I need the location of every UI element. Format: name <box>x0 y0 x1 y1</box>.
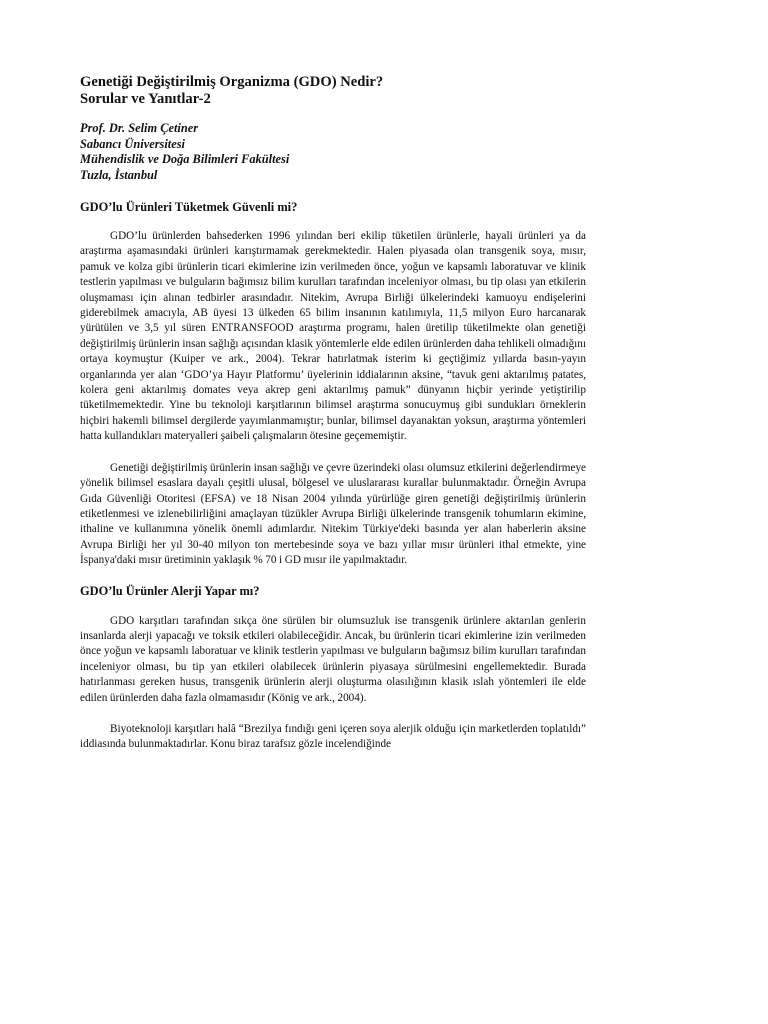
title-line-1: Genetiği Değiştirilmiş Organizma (GDO) Nedir? <box>80 74 384 90</box>
document-title <box>80 74 586 108</box>
paragraph-safety-1: GDO’lu ürünlerden bahsederken 1996 yılından beri ekilip tüketilen ürünlerle, hayali ürünleri ya da araştırma aşamasındaki ürünleri karıştırmamak gerekmektedir. Halen piyasada olan transgenik soya, mısır, pamuk ve kolza gibi ürünlerin ticari ekimlerine izin verilmeden önce, yoğun ve kapsamlı laboratuvar ve klinik testlerin yapılması ve bulguların bağımsız bilim kurulları tarafından inceleniyor olması, bu tip olası yan etkilerin oluşmaması için alınan tedbirler arasındadır. Nitekim, Avrupa Birliği ülkelerindeki kamuoyu endişelerini giderebilmek amacıyla, AB üyesi 13 ülkeden 65 bilim insanının katılımıyla, 11,5 milyon Euro harcanarak yürütülen ve 3,5 yıl süren ENTRANSFOOD araştırma programı, halen üretilip tüketilmekte olan genetiği değiştirilmiş ürünlerin insan sağlığı açısından klasik yöntemlerle elde edilen ürünlerden daha tehlikeli olmadığını ortaya koymuştur (Kuiper ve ark., 2004). Tekrar hatırlatmak isterim ki geçtiğimiz yıllarda basın-yayın organlarında yer alan ‘GDO’ya Hayır Platformu’ üyelerinin iddialarının aksine, “tavuk geni aktarılmış patates, kolera geni aktarılmış domates veya akrep geni aktarılmış pamuk” dünyanın hiçbir yerinde yetiştirilip tüketilmemektedir. Yine bu teknoloji karşıtlarının bilimsel araştırma sonucuymuş gibi sundukları örneklerin hiçbiri hakemli bilimsel dergilerde yayımlanmamıştır; bunlar, bilimsel dayanaktan yoksun, araştırma yöntemleri hatta kullandıkları materyalleri şaibeli çalışmaların ötesine geçememiştir. <box>80 230 586 443</box>
document-page <box>80 74 586 753</box>
author-location: Tuzla, İstanbul <box>80 167 158 182</box>
section-heading-allergy: GDO’lu Ürünler Alerji Yapar mı? <box>80 583 260 598</box>
paragraph-allergy-1: GDO karşıtları tarafından sıkça öne sürülen bir olumsuzluk ise transgenik ürünlere aktarılan genlerin insanlarda alerji yapacağı ve toksik etkileri olabileceğidir. Ancak, bu ürünlerin ticari ekimlerine izin verilmeden önce yoğun ve kapsamlı laboratuar ve klinik testlerin yapılması ve bulguların bağımsız bilim kurulları tarafından inceleniyor olması, bu tip yan etkileri olabilecek ürünlerin piyasaya sürülmesini engellemektedir. Burada hatırlanması gereken husus, transgenik ürünlerin alerji oluşturma olasılığının klasik ıslah yöntemleri ile elde edilen ürünlerden daha fazla olmamasıdır (König ve ark., 2004). <box>80 614 586 704</box>
section-heading-safety: GDO’lu Ürünleri Tüketmek Güvenli mi? <box>80 200 298 214</box>
author-name: Prof. Dr. Selim Çetiner <box>80 121 199 135</box>
paragraph-safety-2: Genetiği değiştirilmiş ürünlerin insan sağlığı ve çevre üzerindeki olası olumsuz etkilerini değerlendirmeye yönelik bilimsel esaslara dayalı çeşitli ulusal, bölgesel ve uluslararası kurallar bulunmaktadır. Örneğin Avrupa Gıda Güvenliği Otoritesi (EFSA) ve 18 Nisan 2004 yılında yürürlüğe giren genetiği değiştirilmiş ürünlerin etiketlenmesi ve izlenebilirliğini amaçlayan tüzükler Avrupa Birliği ülkelerinde transgenik tohumların ekimine, ithaline ve kullanımına yönelik önemli adımlardır. Nitekim Türkiye'deki basında yer alan haberlerin aksine Avrupa Birliği her yıl 30-40 milyon ton mertebesinde soya ve bazı yıllar mısır ürünleri ithal etmekte, yine İspanya'daki mısır üretiminin yaklaşık % 70 i GD mısır ile yapılmaktadır. <box>80 461 586 567</box>
author-faculty: Mühendislik ve Doğa Bilimleri Fakültesi <box>80 152 290 166</box>
title-line-2: Sorular ve Yanıtlar-2 <box>80 91 211 107</box>
author-block <box>80 121 586 183</box>
paragraph-allergy-2: Biyoteknoloji karşıtları halâ “Brezilya fındığı geni içeren soya alerjik olduğu için marketlerden toplatıldı” iddiasında bulunmaktadırlar. Konu biraz tarafsız gözle incelendiğinde <box>80 722 586 751</box>
author-university: Sabancı Üniversitesi <box>80 136 185 151</box>
